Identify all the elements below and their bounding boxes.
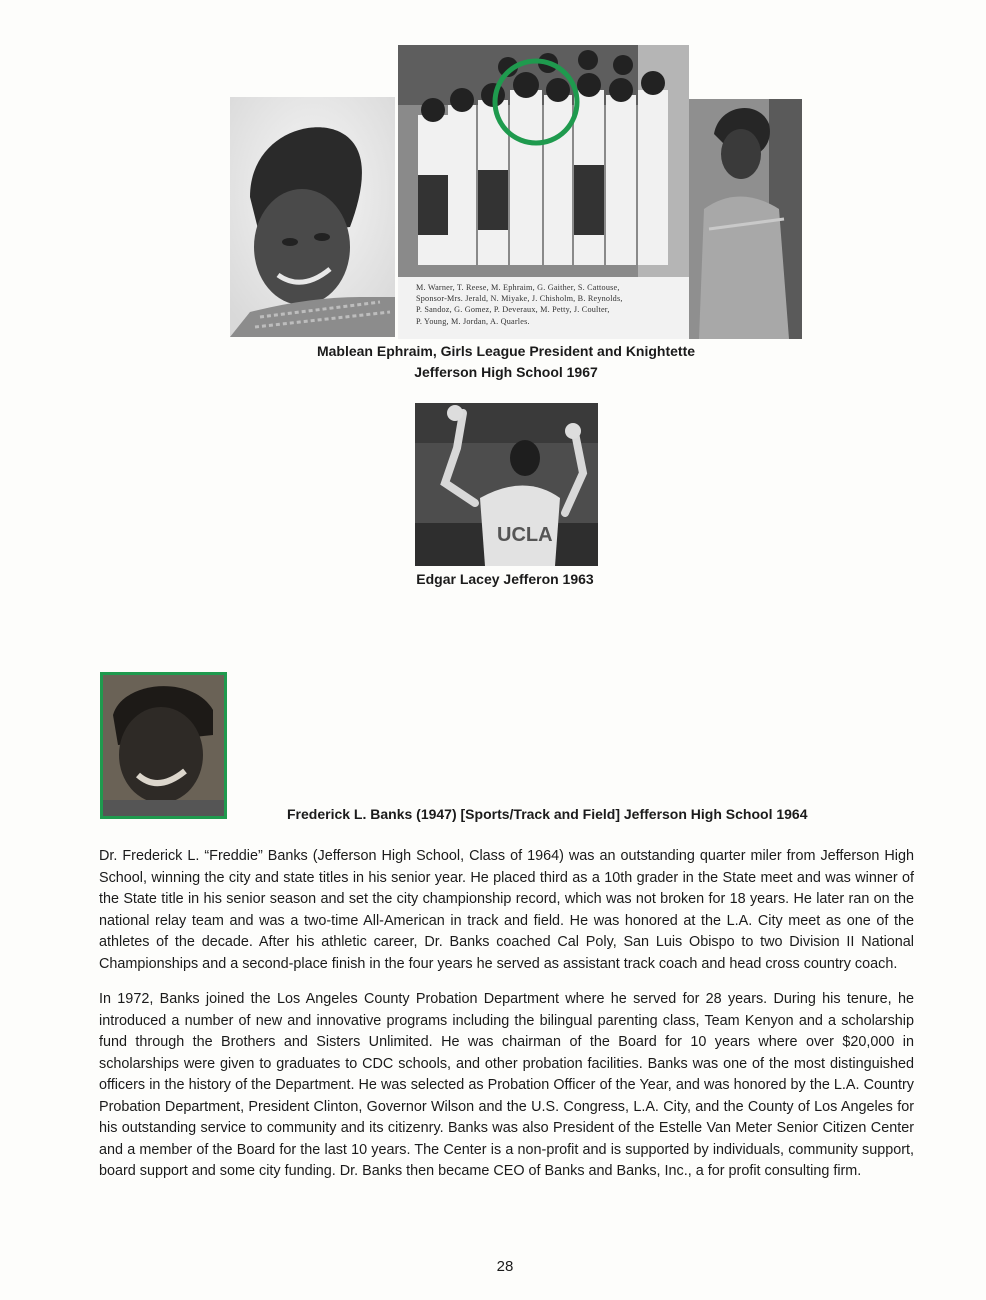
mablean-candid-photo <box>689 99 802 339</box>
roster-line: M. Warner, T. Reese, M. Ephraim, G. Gaither, S. Cattouse, <box>416 283 620 292</box>
roster-line: P. Young, M. Jordan, A. Quarles. <box>416 316 530 326</box>
girls-league-group-photo <box>398 45 689 339</box>
banks-heading: Frederick L. Banks (1947) [Sports/Track and Field] Jefferson High School 1964 <box>287 806 808 822</box>
mablean-caption-line2: Jefferson High School 1967 <box>414 364 598 380</box>
mablean-caption <box>280 341 732 383</box>
roster-line: Sponsor-Mrs. Jerald, N. Miyake, J. Chisholm, B. Reynolds, <box>416 294 623 304</box>
biography-paragraph-2: In 1972, Banks joined the Los Angeles County Probation Department where he served for 28 years. During his tenure, he introduced a number of new and innovative programs including the bilingual parenting class, Team Kenyon and a scholarship fund through the Brothers and Sisters Unlimited. He was chairman of the Board for 10 years where over $20,000 in scholarships were given to graduates to CDC schools, and other probation facilities. Banks was one of the most distinguished officers in the history of the Department. He was selected as Probation Officer of the Year, and was honored by the L.A. Country Probation Department, President Clinton, Governor Wilson and the U.S. Congress, L.A. City, and the County of Los Angeles for his outstanding service to community and its citizenry. Banks was also President of the Estelle Van Meter Senior Citizen Center and a member of the Board for the last 10 years. The Center is a non-profit and is supported by individuals, community support, board support and some city funding. Dr. Banks then became CEO of Banks and Banks, Inc., a for profit consulting firm. <box>99 991 914 1179</box>
edgar-lacey-caption: Edgar Lacey Jefferon 1963 <box>416 571 594 587</box>
page-number: 28 <box>496 1258 514 1275</box>
roster-line: P. Sandoz, G. Gomez, P. Deveraux, M. Petty, J. Coulter, <box>416 305 610 315</box>
banks-biography <box>99 846 914 1197</box>
mablean-caption-line1: Mablean Ephraim, Girls League President and Knightette <box>316 343 696 359</box>
group-photo-roster <box>416 282 623 327</box>
mablean-portrait-photo <box>230 97 395 337</box>
edgar-lacey-photo <box>415 403 598 566</box>
frederick-banks-photo <box>100 672 227 819</box>
biography-paragraph-1: Dr. Frederick L. “Freddie” Banks (Jefferson High School, Class of 1964) was an outstanding quarter miler from Jefferson High School, winning the city and state titles in his senior year. He placed third as a 10th grader in the State meet and was winner of the State title in his senior season and set the city championship record, which was not broken for 18 years. He later ran on the national relay team and was a two-time All-American in track and field. He was honored at the L.A. City meet as one of the athletes of the decade. After his athletic career, Dr. Banks coached Cal Poly, San Luis Obispo to two Division II National Championships and a second-place finish in the four years he served as assistant track coach and head cross country coach. <box>99 848 914 972</box>
jersey-text: UCLA <box>497 524 553 546</box>
